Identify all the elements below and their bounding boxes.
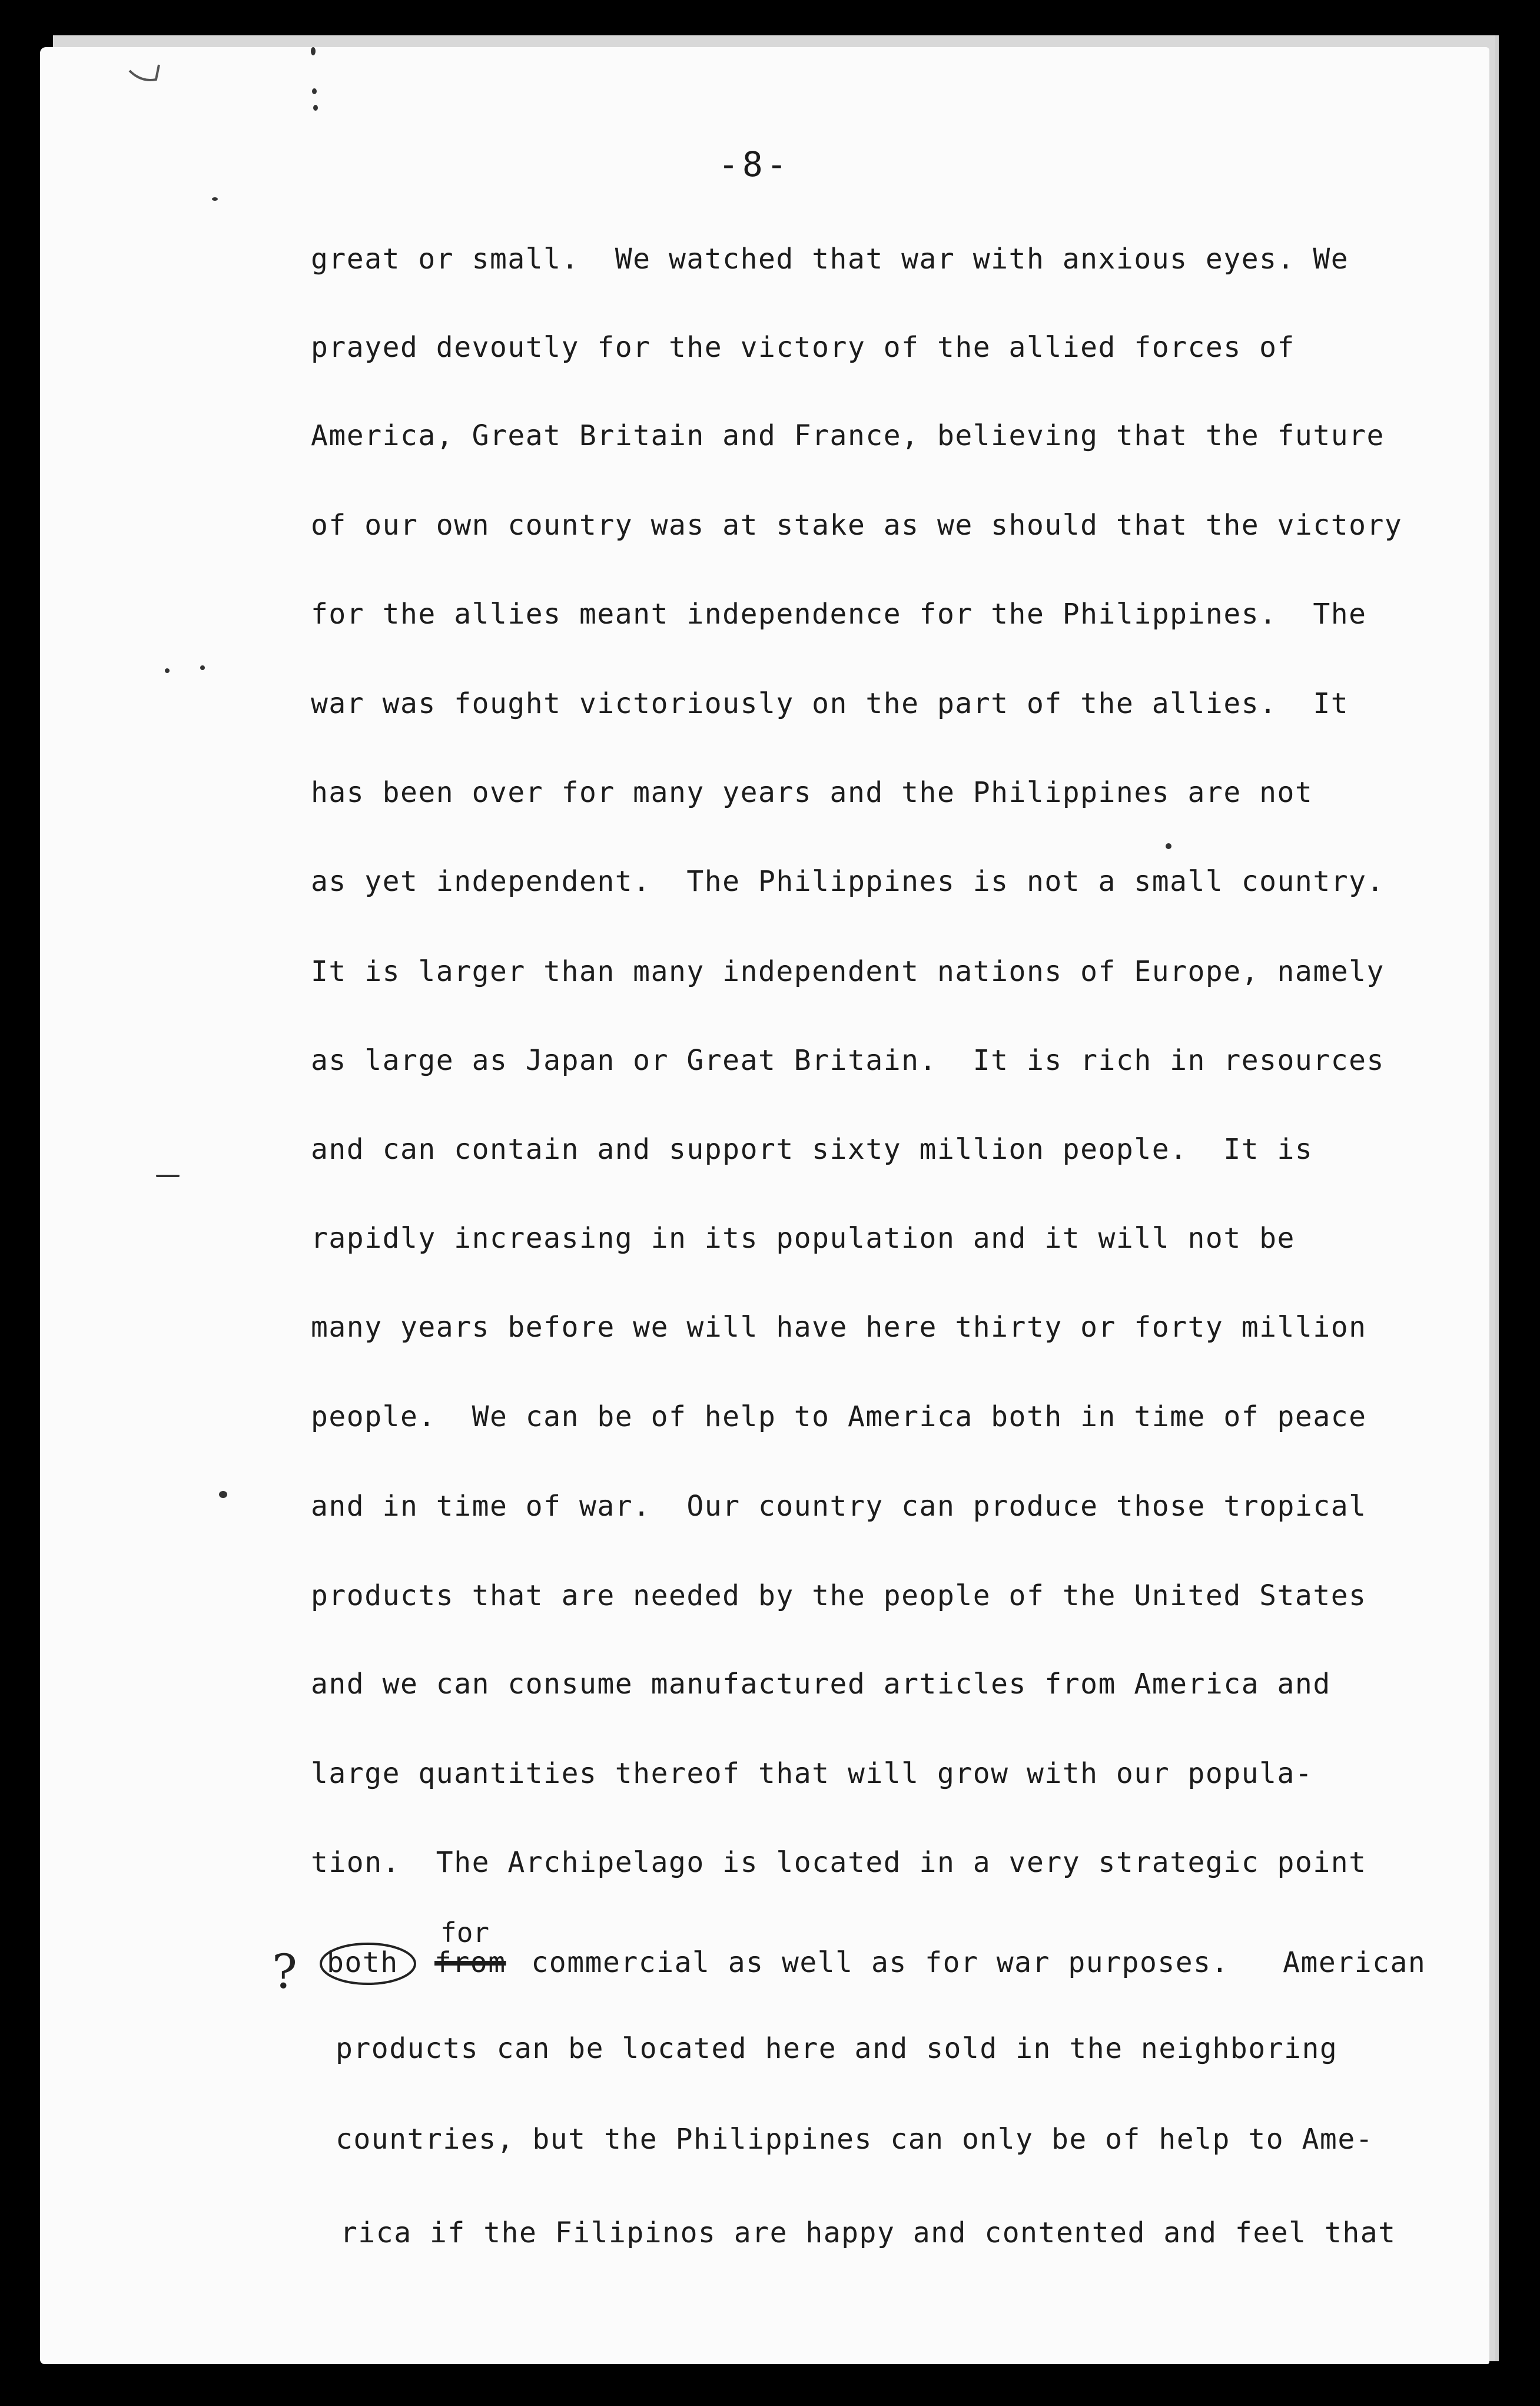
text-line: great or small. We watched that war with anxious eyes. We [311, 243, 1349, 276]
text-line: and in time of war. Our country can produce those tropical [311, 1490, 1367, 1523]
document-page [40, 47, 1489, 2364]
ink-speck [313, 105, 318, 111]
text-line: countries, but the Philippines can only be of help to Ame- [336, 2123, 1374, 2156]
ink-speck [200, 665, 205, 670]
text-line: people. We can be of help to America both in time of peace [311, 1400, 1367, 1433]
text-line: America, Great Britain and France, believing that the future [311, 419, 1385, 452]
text-line: rica if the Filipinos are happy and contented and feel that [340, 2216, 1396, 2249]
ink-speck [212, 197, 218, 201]
text-line: and we can consume manufactured articles from America and [311, 1668, 1331, 1701]
struck-word: from [434, 1946, 506, 1979]
text-line: It is larger than many independent nations of Europe, namely [311, 955, 1385, 988]
text-line: commercial as well as for war purposes. American [513, 1946, 1426, 1979]
ink-speck [165, 668, 170, 673]
text-line: tion. The Archipelago is located in a very strategic point [311, 1846, 1367, 1879]
text-line: prayed devoutly for the victory of the allied forces of [311, 331, 1295, 364]
text-line: products can be located here and sold in the neighboring [336, 2032, 1338, 2065]
corner-check-mark [127, 59, 162, 88]
margin-question-mark: ? [272, 1944, 297, 1999]
text-line: as large as Japan or Great Britain. It is rich in resources [311, 1044, 1385, 1077]
text-line: has been over for many years and the Philippines are not [311, 776, 1313, 809]
ink-speck [312, 88, 317, 94]
ink-speck [156, 1175, 180, 1177]
page-number: -8- [718, 144, 791, 184]
text-line: of our own country was at stake as we should that the victory [311, 509, 1403, 542]
ink-speck [219, 1491, 227, 1498]
ink-speck [1166, 843, 1171, 849]
text-line: and can contain and support sixty million people. It is [311, 1133, 1313, 1166]
text-line: products that are needed by the people of the United States [311, 1579, 1367, 1612]
ink-speck [311, 47, 316, 55]
text-line: large quantities thereof that will grow with our popula- [311, 1757, 1313, 1790]
text-line: many years before we will have here thirty or forty million [311, 1311, 1367, 1344]
circle-annotation [318, 1940, 418, 1987]
text-line: as yet independent. The Philippines is not a small country. [311, 865, 1385, 898]
circled-word: both [327, 1946, 399, 1979]
text-line: rapidly increasing in its population and it will not be [311, 1222, 1295, 1255]
text-line: for the allies meant independence for the Philippines. The [311, 598, 1367, 631]
text-line: war was fought victoriously on the part of the allies. It [311, 687, 1349, 720]
inserted-word: for [440, 1917, 490, 1948]
